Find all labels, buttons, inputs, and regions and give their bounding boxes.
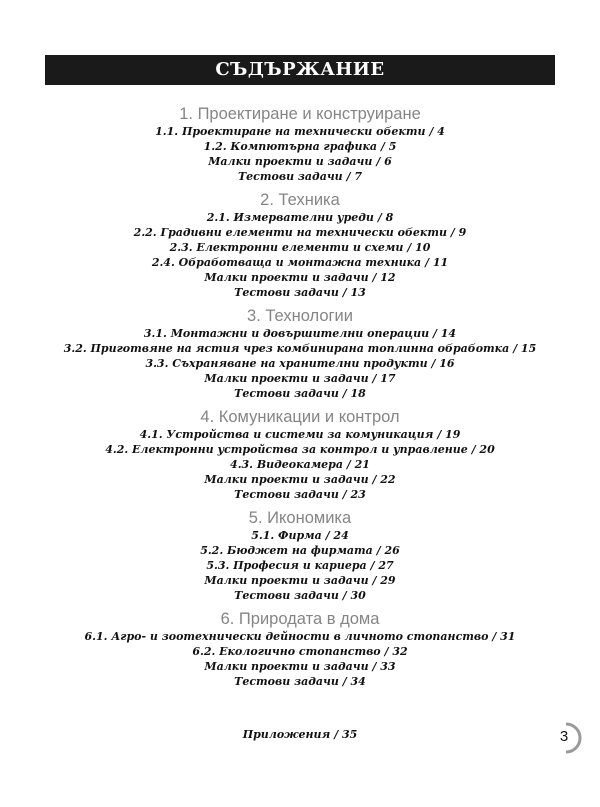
toc-entry[interactable]: 1.2. Компютърна графика / 5 [203, 140, 397, 153]
toc-entry[interactable]: Малки проекти и задачи / 29 [204, 574, 396, 587]
toc-entry[interactable]: 6.2. Екологично стопанство / 32 [192, 645, 408, 658]
toc-entry[interactable]: 4.1. Устройства и системи за комуникация / 19 [139, 428, 461, 441]
section-title[interactable]: 2. Техника [260, 191, 340, 209]
toc-entry[interactable]: 2.4. Обработваща и монтажна техника / 11 [151, 256, 449, 269]
toc-entry[interactable]: Тестови задачи / 18 [234, 387, 366, 400]
toc-entry[interactable]: Тестови задачи / 30 [234, 589, 366, 602]
page-number-marker [552, 720, 588, 756]
toc-entry[interactable]: Малки проекти и задачи / 22 [204, 473, 396, 486]
toc-section [0, 190, 600, 300]
contents-title-bar [45, 55, 555, 85]
toc-entry[interactable]: 5.3. Професия и кариера / 27 [206, 559, 394, 572]
toc-entry[interactable]: Тестови задачи / 34 [234, 675, 366, 688]
toc-entry[interactable]: 5.1. Фирма / 24 [251, 529, 349, 542]
section-title[interactable]: 1. Проектиране и конструиране [179, 105, 421, 123]
toc-entry[interactable]: Малки проекти и задачи / 12 [204, 271, 396, 284]
toc-entry[interactable]: 3.3. Съхраняване на хранителни продукти / 16 [145, 357, 455, 370]
appendix-entry[interactable]: Приложения / 35 [242, 728, 358, 741]
section-title[interactable]: 6. Природата в дома [220, 610, 380, 628]
toc-entry[interactable]: 3.1. Монтажни и довършителни операции / 14 [143, 327, 457, 340]
toc-entry[interactable]: 2.2. Градивни елементи на технически обекти / 9 [133, 226, 467, 239]
toc-entry[interactable]: Малки проекти и задачи / 17 [204, 372, 396, 385]
toc-entry[interactable]: 1.1. Проектиране на технически обекти / 4 [155, 125, 445, 138]
toc-entry[interactable]: Малки проекти и задачи / 33 [204, 660, 396, 673]
section-title[interactable]: 4. Комуникации и контрол [200, 408, 400, 426]
toc-entry[interactable]: Тестови задачи / 7 [237, 170, 363, 183]
toc-entry[interactable]: 5.2. Бюджет на фирмата / 26 [200, 544, 400, 557]
contents-title: СЪДЪРЖАНИЕ [215, 59, 385, 80]
toc-entry[interactable]: 2.3. Електронни елементи и схеми / 10 [169, 241, 431, 254]
toc-entry[interactable]: Тестови задачи / 13 [234, 286, 366, 299]
toc-entry[interactable]: 6.1. Агро- и зоотехнически дейности в личното стопанство / 31 [84, 630, 516, 643]
toc-entry[interactable]: Малки проекти и задачи / 6 [208, 155, 392, 168]
toc-entry[interactable]: 3.2. Приготвяне на ястия чрез комбинирана топлинна обработка / 15 [63, 342, 537, 355]
toc-section [0, 306, 600, 401]
toc-section [0, 508, 600, 603]
page-number: 3 [559, 728, 569, 745]
table-of-contents [0, 104, 600, 695]
section-title[interactable]: 5. Икономика [248, 509, 352, 527]
toc-section [0, 104, 600, 184]
toc-section [0, 407, 600, 502]
toc-entry[interactable]: 4.2. Електронни устройства за контрол и управление / 20 [105, 443, 495, 456]
toc-section [0, 609, 600, 689]
toc-entry[interactable]: Тестови задачи / 23 [234, 488, 366, 501]
section-title[interactable]: 3. Технологии [247, 307, 353, 325]
toc-entry[interactable]: 4.3. Видеокамера / 21 [230, 458, 370, 471]
toc-entry[interactable]: 2.1. Измервателни уреди / 8 [206, 211, 394, 224]
